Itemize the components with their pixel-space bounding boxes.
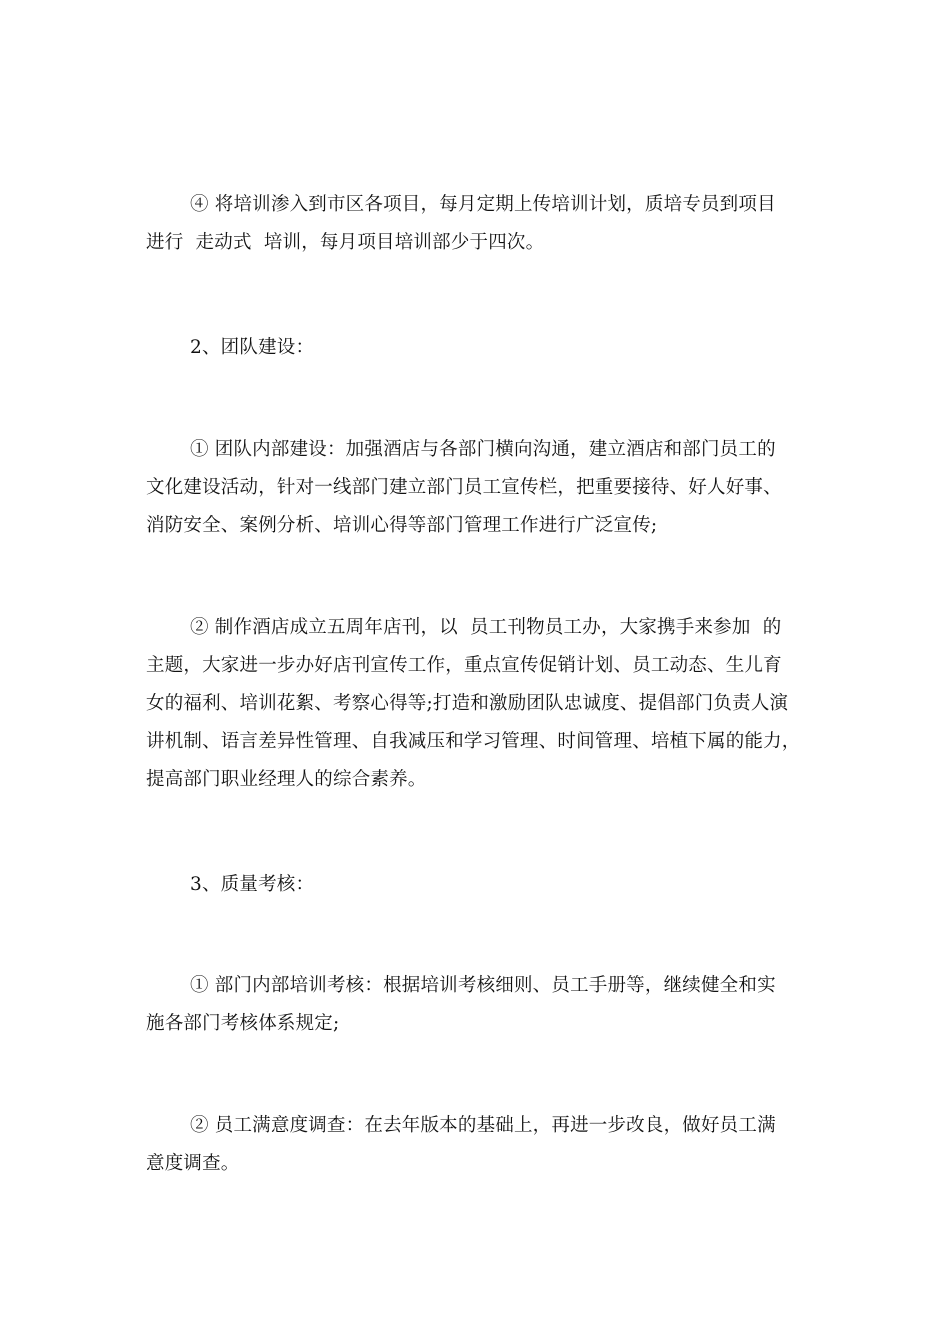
section-heading-team-building: 2、团队建设： [190,337,315,358]
paragraph-line: 女的福利、培训花絮、考察心得等;打造和激励团队忠诚度、提倡部门负责人演 [146,693,789,714]
paragraph-line: 施各部门考核体系规定; [146,1013,340,1034]
paragraph-line: ① 团队内部建设：加强酒店与各部门横向沟通，建立酒店和部门员工的 [190,439,776,460]
paragraph-line: 文化建设活动，针对一线部门建立部门员工宣传栏，把重要接待、好人好事、 [146,477,782,498]
paragraph-line: 提高部门职业经理人的综合素养。 [146,769,427,790]
paragraph-line: ④ 将培训渗入到市区各项目，每月定期上传培训计划，质培专员到项目 [190,194,776,215]
paragraph-line: ② 制作酒店成立五周年店刊，以 员工刊物员工办，大家携手来参加 的 [190,617,782,638]
paragraph-line: ② 员工满意度调查：在去年版本的基础上，再进一步改良，做好员工满 [190,1115,776,1136]
paragraph-line: 意度调查。 [146,1153,240,1174]
paragraph-line: 消防安全、案例分析、培训心得等部门管理工作进行广泛宣传; [146,515,658,536]
paragraph-line: 讲机制、语言差异性管理、自我减压和学习管理、时间管理、培植下属的能力， [146,731,801,752]
section-heading-quality-assessment: 3、质量考核： [190,874,315,895]
paragraph-line: 主题，大家进一步办好店刊宣传工作，重点宣传促销计划、员工动态、生儿育 [146,655,782,676]
paragraph-line: ① 部门内部培训考核：根据培训考核细则、员工手册等，继续健全和实 [190,975,776,996]
paragraph-line: 进行 走动式 培训，每月项目培训部少于四次。 [146,232,545,253]
